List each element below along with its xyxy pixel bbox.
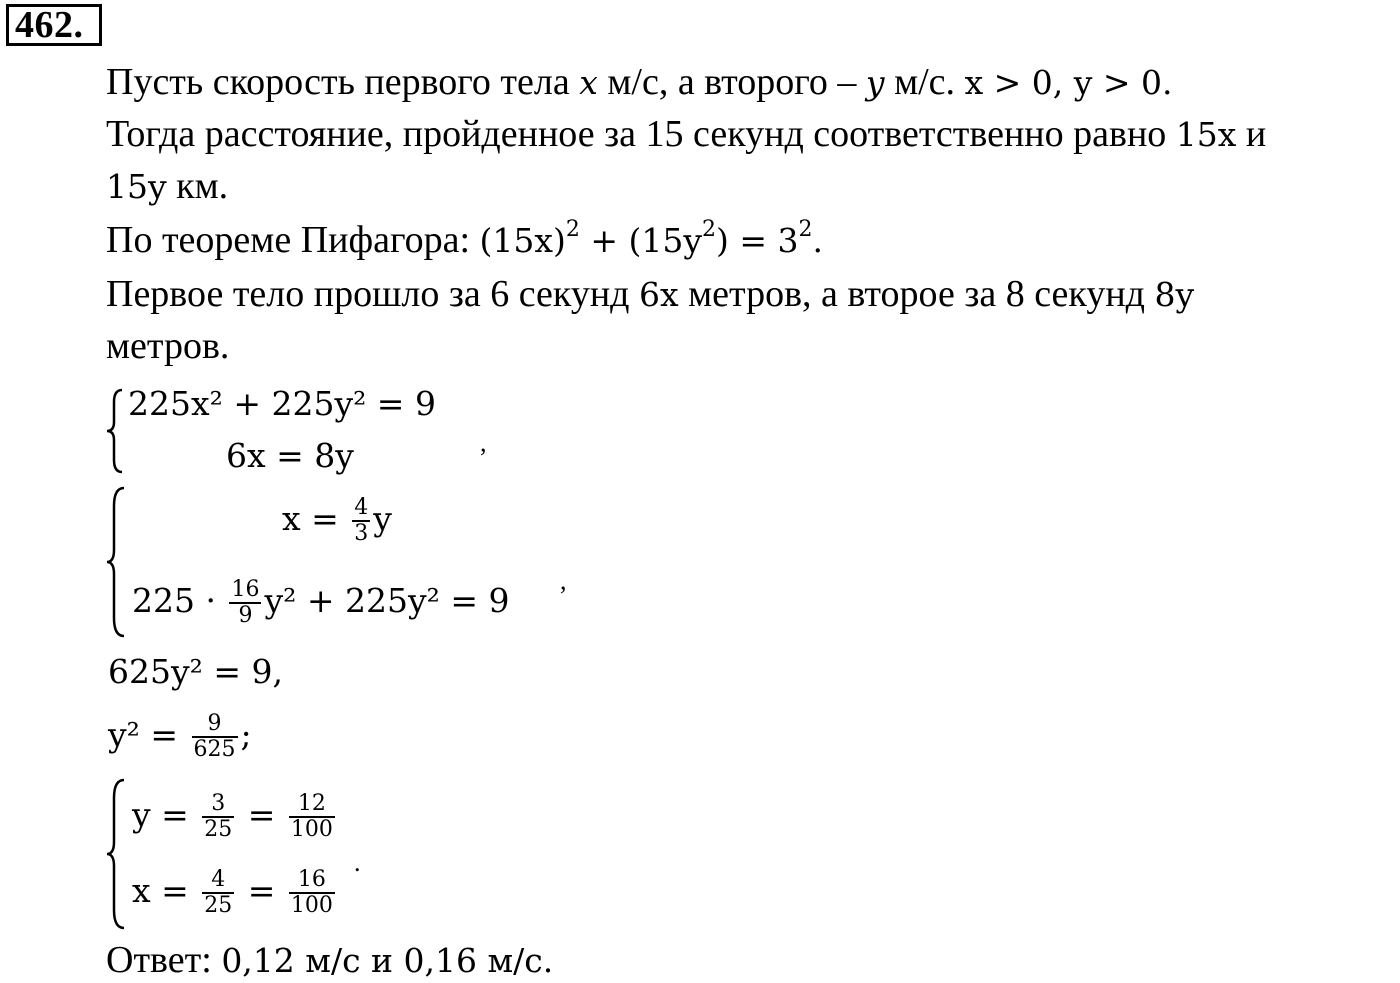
system1-trail: , [480, 428, 487, 457]
system3-eq1-fraction-a [202, 792, 234, 842]
line1-var-x: x [579, 63, 598, 102]
line1-var-y: y [865, 63, 885, 102]
fraction-numerator: 9 [207, 711, 222, 736]
fraction-denominator: 100 [290, 893, 333, 918]
line3-text: км. [166, 165, 229, 207]
fraction-denominator: 9 [229, 602, 261, 628]
step2-equation [108, 712, 252, 762]
step2-trail: ; [240, 715, 252, 754]
line4-end: . [812, 221, 824, 260]
fraction-denominator: 25 [204, 893, 233, 918]
text-line-4 [106, 218, 823, 263]
line4-sup-c: 2 [798, 217, 813, 242]
system3-eq1-mid: = [237, 795, 286, 834]
line4-expr-b: + (15y [579, 221, 703, 260]
system3-eq1-lhs: y = [132, 795, 200, 834]
step2-lhs: y² = [108, 715, 189, 754]
line1-text: Пусть скорость первого тела [106, 61, 580, 103]
line1-condition: x > 0, y > 0. [964, 63, 1173, 102]
system1-eq1: 225x² + 225y² = 9 [128, 384, 436, 423]
text-line-2 [106, 112, 1266, 157]
system2-eq1-rhs: y [373, 499, 392, 538]
text-line-1 [106, 60, 1173, 105]
fraction-numerator: 4 [211, 867, 226, 892]
fraction-numerator: 12 [297, 791, 326, 816]
line1-text2: м/с, а второго – [597, 61, 866, 103]
fraction-numerator: 16 [231, 577, 260, 602]
system3-eq2-fraction-a [202, 868, 234, 918]
text-line-5 [106, 272, 1194, 317]
line1-text3: м/с. [884, 61, 965, 103]
problem-number: 462. [15, 4, 84, 46]
fraction-denominator: 25 [204, 817, 233, 842]
system3-trail: . [354, 848, 361, 877]
line5-expr-a: 6x [638, 275, 679, 314]
line2-text: Тогда расстояние, пройденное за 15 секунд соответственно равно [106, 113, 1176, 155]
system3-eq1 [132, 792, 338, 842]
fraction-denominator: 3 [354, 521, 369, 546]
system2-eq1-fraction [352, 496, 370, 546]
fraction-denominator: 100 [290, 817, 333, 842]
line4-sup-b: 2 [702, 217, 717, 242]
line2-expr: 15x [1175, 115, 1237, 154]
system1-brace [104, 388, 128, 474]
line4-sup-a: 2 [565, 217, 580, 242]
line5-text: Первое тело прошло за 6 секунд [106, 273, 639, 315]
system3-eq2-fraction-b [289, 868, 335, 918]
system3-eq1-fraction-b [289, 792, 335, 842]
answer-label: Ответ: [106, 939, 222, 981]
system2-eq2-fraction [229, 578, 261, 628]
line5-text2: метров, а второе за 8 секунд [678, 273, 1155, 315]
system2-eq2 [132, 578, 509, 628]
line5-expr-b: 8y [1154, 275, 1195, 314]
answer-value: 0,12 м/с и 0,16 м/с. [221, 941, 554, 980]
line2-text2: и [1236, 113, 1267, 155]
system2-eq2-b: y² + 225y² = 9 [264, 581, 510, 620]
system1-eq2: 6x = 8y [226, 436, 354, 475]
line6-text: метров. [106, 325, 230, 367]
system2-trail: , [560, 566, 567, 595]
text-line-6 [106, 324, 229, 368]
text-line-3 [106, 164, 228, 209]
line4-expr-c: ) = 3 [716, 221, 799, 260]
system3-eq2-mid: = [237, 871, 286, 910]
system2-eq1 [282, 496, 392, 546]
system3-eq2-lhs: x = [132, 871, 200, 910]
system2-brace [104, 486, 128, 638]
fraction-numerator: 16 [297, 867, 326, 892]
line3-expr: 15y [106, 167, 167, 206]
step2-fraction [192, 712, 238, 762]
line4-expr-a: (15x) [479, 221, 566, 260]
system3-brace [104, 778, 128, 930]
fraction-numerator: 3 [211, 791, 226, 816]
problem-number-badge [6, 4, 102, 46]
line4-text: По теореме Пифагора: [106, 219, 480, 261]
system2-eq1-lhs: x = [282, 499, 350, 538]
system3-eq2 [132, 868, 338, 918]
answer-line [106, 938, 553, 983]
fraction-numerator: 4 [354, 495, 369, 520]
step1-equation: 625y² = 9, [108, 652, 283, 691]
fraction-denominator: 625 [193, 737, 236, 762]
system2-eq2-a: 225 · [132, 581, 227, 620]
